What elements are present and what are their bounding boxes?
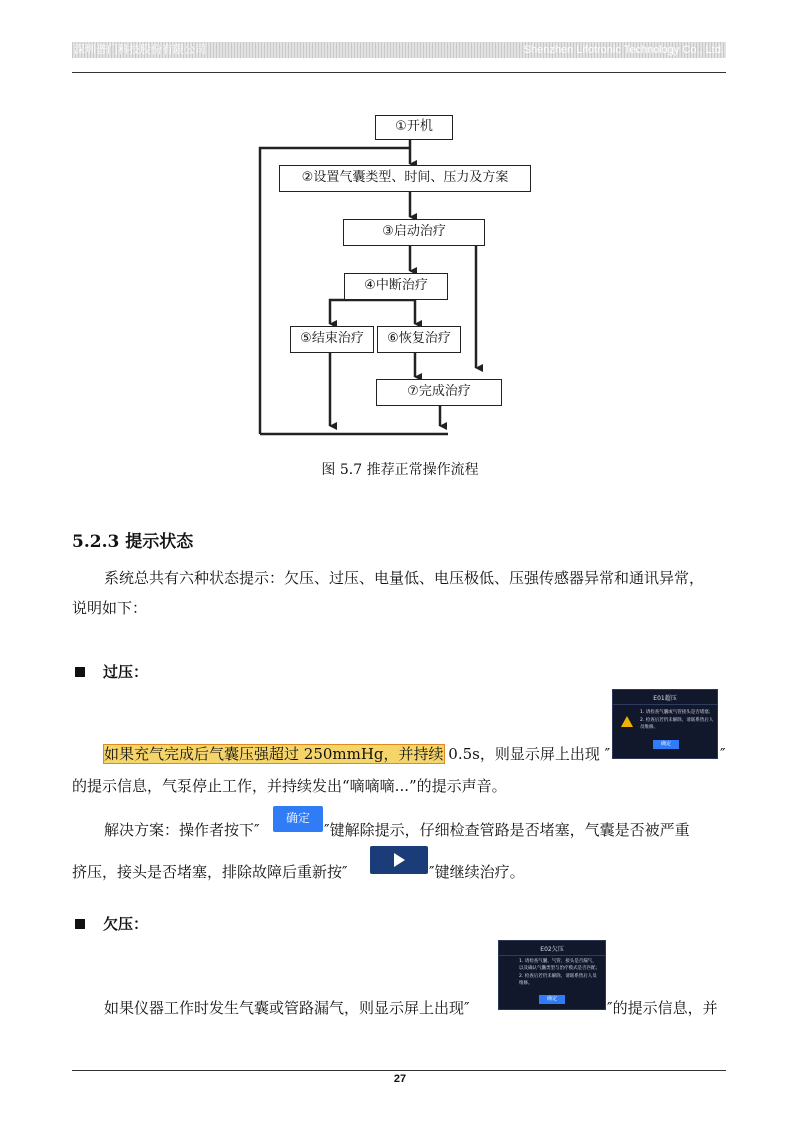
flow-step-start: ③启动治疗: [343, 219, 485, 246]
header-company-cn: 深圳普门科技股份有限公司: [74, 44, 206, 56]
highlighted-text: 如果充气完成后气囊压强超过 250mmHg，并持续: [104, 745, 444, 763]
underpressure-heading: 欠压：: [75, 913, 148, 934]
solution-line-d: ″键继续治疗。: [429, 863, 525, 881]
solution-line-b: ″键解除提示，仔细检查管路是否堵塞，气囊是否被严重: [324, 821, 690, 839]
dialog-divider: [613, 704, 717, 705]
flow-step-resume: ⑥恢复治疗: [377, 326, 461, 353]
underpressure-line-1: 如果仪器工作时发生气囊或管路漏气，则显示屏上出现″: [104, 999, 470, 1017]
section-heading: 5.2.3 提示状态: [72, 532, 194, 552]
flow-step-end: ⑤结束治疗: [290, 326, 374, 353]
page-number: 27: [393, 1073, 407, 1085]
dialog-divider: [499, 955, 605, 956]
underpressure-line-1-end: ″的提示信息，并: [607, 999, 718, 1017]
solution-line-c: 挤压，接头是否堵塞，排除故障后重新按″: [72, 863, 348, 881]
flow-step-power-on: ①开机: [375, 115, 453, 140]
dialog-ok-button: 确定: [653, 740, 679, 749]
dialog-message-1: 1. 请检查气囊、气管、接头是否漏气，以及确认气囊类型与治疗模式是否匹配；: [519, 959, 600, 971]
flow-step-pause: ④中断治疗: [344, 273, 448, 300]
confirm-button-image: 确定: [273, 806, 323, 832]
solution-line-a: 解决方案：操作者按下″: [104, 821, 260, 839]
overpressure-line-1: 如果充气完成后气囊压强超过 250mmHg，并持续 0.5s，则显示屏上出现 ″: [104, 745, 611, 763]
figure-caption: 图 5.7 推荐正常操作流程: [321, 462, 479, 478]
dialog-message-2: 2. 检查后若仍未解除，请联系售后人员维修。: [519, 974, 597, 986]
overpressure-line-2: 的提示信息，气泵停止工作，并持续发出“嘀嘀嘀...”的提示声音。: [72, 777, 507, 795]
warning-icon: [621, 716, 633, 727]
overpressure-heading: 过压：: [75, 661, 148, 682]
header-company-en: Shenzhen Lifotronic Technology Co., Ltd.: [523, 44, 724, 56]
overpressure-dialog-screenshot: [612, 689, 718, 759]
dialog-message-2: 2. 检查后若仍未解除，请联系售后人员维修。: [640, 718, 714, 730]
flow-step-complete: ⑦完成治疗: [376, 379, 502, 406]
play-button-image: [370, 846, 428, 874]
bullet-square-icon: [75, 667, 85, 677]
dialog-message-1: 1. 请检查气囊或气管接头是否堵塞；: [640, 710, 714, 715]
intro-line-1: 系统总共有六种状态提示：欠压、过压、电量低、电压极低、压强传感器异常和通讯异常，: [104, 569, 705, 587]
overpressure-line-1-end: ″: [720, 745, 726, 763]
dialog-title: E01超压: [653, 695, 677, 702]
flow-step-settings: ②设置气囊类型、时间、压力及方案: [279, 165, 531, 192]
underpressure-dialog-screenshot: [498, 940, 606, 1010]
footer-rule: [72, 1070, 726, 1071]
dialog-ok-button: 确定: [539, 995, 565, 1004]
bullet-square-icon: [75, 919, 85, 929]
play-icon: [394, 853, 405, 867]
intro-line-2: 说明如下：: [72, 599, 148, 617]
dialog-title: E02欠压: [540, 946, 564, 953]
